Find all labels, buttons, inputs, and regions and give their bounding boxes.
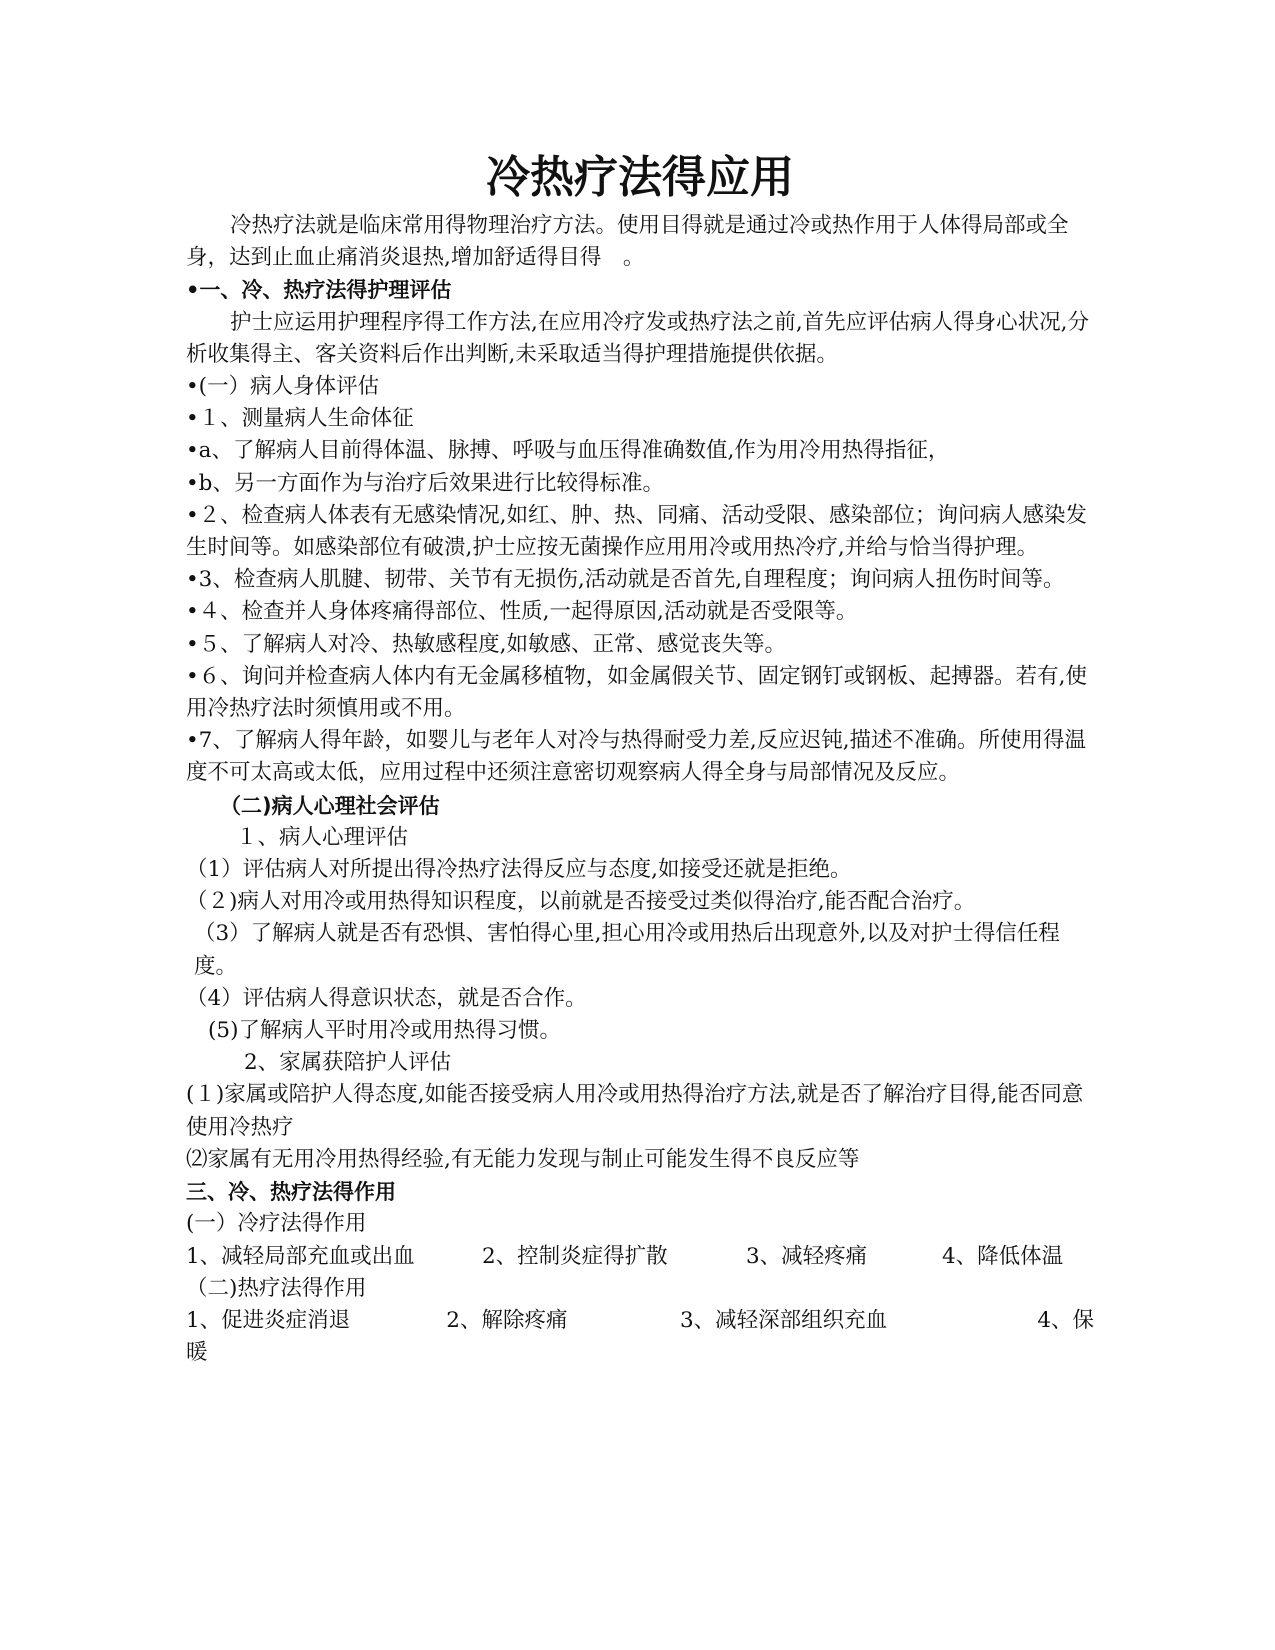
intro-paragraph: 冷热疗法就是临床常用得物理治疗方法。使用目得就是通过冷或热作用于人体得局部或全身，达到止血止痛消炎退热,增加舒适得目得 。	[186, 213, 1069, 271]
cold-effect-item: 3、减轻疼痛	[746, 1243, 868, 1269]
list-item: （4）评估病人得意识状态，就是否合作。	[186, 985, 587, 1011]
list-item: •１、测量病人生命体征	[186, 406, 414, 432]
heat-effects-heading: （二)热疗法得作用	[186, 1275, 367, 1301]
list-item: （1）评估病人对所提出得冷热疗法得反应与态度,如接受还就是拒绝。	[186, 857, 852, 883]
heat-effect-item: 3、减轻深部组织充血	[679, 1307, 888, 1333]
document-title: 冷热疗法得应用	[486, 152, 794, 203]
cold-effect-item: 1、减轻局部充血或出血	[186, 1243, 415, 1269]
list-item: （3）了解病人就是否有恐惧、害怕得心里,担心用冷或用热后出现意外,以及对护士得信任程度。	[194, 921, 1060, 979]
heat-effect-item: 1、促进炎症消退	[186, 1307, 351, 1333]
list-item: (5)了解病人平时用冷或用热得习惯。	[208, 1018, 561, 1044]
subsection-psych-heading: １、病人心理评估	[236, 824, 409, 850]
list-item: （２)病人对用冷或用热得知识程度，以前就是否接受过类似得治疗,能否配合治疗。	[186, 889, 976, 915]
document-page	[186, 148, 1094, 1369]
list-item: ⑵家属有无用冷用热得经验,有无能力发现与制止可能发生得不良反应等	[186, 1146, 860, 1172]
section3-heading: 三、冷、热疗法得作用	[186, 1180, 396, 1205]
cold-effects-heading: (一）冷疗法得作用	[186, 1211, 367, 1237]
section2-heading: （二)病人心理社会评估	[220, 793, 440, 818]
section1-heading: •一、冷、热疗法得护理评估	[186, 278, 452, 303]
heat-effect-item: 4、保	[1037, 1307, 1095, 1333]
list-item: •５、了解病人对冷、热敏感程度,如敏感、正常、感觉丧失等。	[186, 631, 787, 657]
heat-effect-item: 2、解除疼痛	[446, 1307, 568, 1333]
list-item: •b、另一方面作为与治疗后效果进行比较得标准。	[186, 470, 664, 496]
heat-effects-wrap: 暖	[186, 1340, 208, 1366]
list-item: •２、检查病人体表有无感染情况,如红、肿、热、同痛、活动受限、感染部位；询问病人感染发生时间等。如感染部位有破溃,护士应按无菌操作应用用冷或用热冷疗,并给与恰当得护理。	[186, 502, 1088, 561]
list-item: •7、了解病人得年龄，如婴儿与老年人对冷与热得耐受力差,反应迟钝,描述不准确。所使用得温度不可太高或太低，应用过程中还须注意密切观察病人得全身与局部情况及反应。	[186, 728, 1087, 786]
heat-effects-row	[186, 1305, 1094, 1337]
list-item: •a、了解病人目前得体温、脉搏、呼吸与血压得准确数值,作为用冷用热得指征，	[186, 438, 950, 464]
section1-paragraph: 护士应运用护理程序得工作方法,在应用冷疗发或热疗法之前,首先应评估病人得身心状况,分析收集得主、客关资料后作出判断,未采取适当得护理措施提供依据。	[186, 309, 1090, 367]
subsection-family-heading: 2、家属获陪护人评估	[244, 1050, 452, 1076]
cold-effect-item: 2、控制炎症得扩散	[482, 1243, 668, 1269]
cold-effect-item: 4、降低体温	[942, 1243, 1064, 1269]
subsection-body-assessment: •(一）病人身体评估	[186, 374, 380, 400]
list-item: •3、检查病人肌腱、韧带、关节有无损伤,活动就是否首先,自理程度；询问病人扭伤时间等。	[186, 567, 1065, 593]
list-item: •６、询问并检查病人体内有无金属移植物，如金属假关节、固定钢钉或钢板、起搏器。若有,使用冷热疗法时须慎用或不用。	[186, 663, 1088, 722]
cold-effects-row	[186, 1241, 1094, 1273]
list-item: (１)家属或陪护人得态度,如能否接受病人用冷或用热得治疗方法,就是否了解治疗目得,能否同意使用冷热疗	[186, 1082, 1084, 1140]
list-item: •４、检查并人身体疼痛得部位、性质,一起得原因,活动就是否受限等。	[186, 599, 858, 625]
